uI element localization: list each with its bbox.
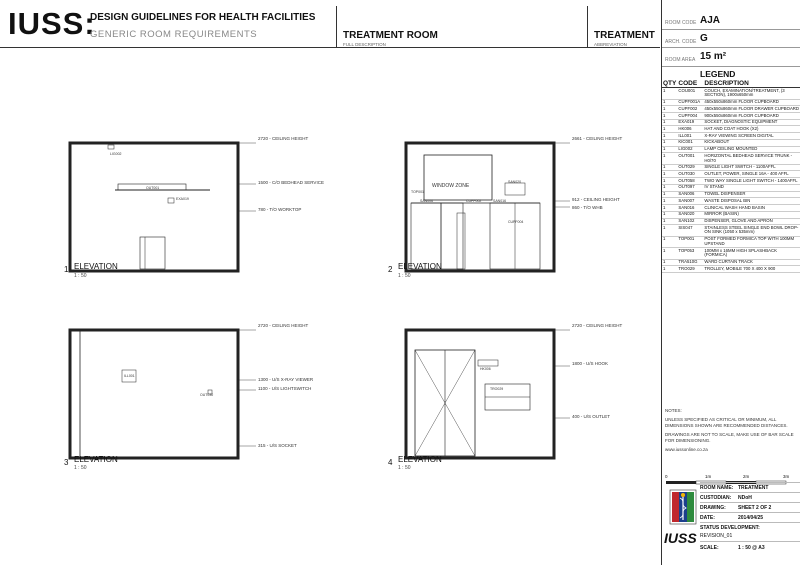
elevation-1-dim: 1500 - C/O BEDHEAD SERVICE bbox=[258, 180, 324, 185]
legend-description: MIRROR (BASIN) bbox=[703, 211, 800, 218]
titleblock-divider bbox=[700, 541, 800, 542]
elevation-3-label: ELEVATION bbox=[74, 455, 118, 464]
elevation-4-tag: HK006 bbox=[480, 367, 491, 371]
legend-qty: 1 bbox=[662, 164, 677, 171]
tb-date-label: DATE: bbox=[700, 515, 715, 521]
legend-description: SINGLE LIGHT SWITCH - 1100AFFL bbox=[703, 164, 800, 171]
arch-code-value: G bbox=[700, 33, 708, 44]
legend-row bbox=[662, 248, 800, 259]
legend-qty: 1 bbox=[662, 139, 677, 146]
tb-status-label: STATUS DEVELOPMENT: bbox=[700, 525, 760, 531]
elevation-1-drawing bbox=[70, 143, 256, 271]
legend-code: OUT029 bbox=[677, 164, 703, 171]
scale-label: 2m bbox=[743, 474, 750, 479]
elevation-3-dim: 1100 - U/S LIGHTSWITCH bbox=[258, 386, 312, 391]
legend-qty: 1 bbox=[662, 259, 677, 266]
document-subtitle: GENERIC ROOM REQUIREMENTS bbox=[90, 29, 258, 40]
website-link[interactable]: www.iussonline.co.za bbox=[665, 447, 708, 453]
legend-code: OUT030 bbox=[677, 171, 703, 178]
legend-qty: 1 bbox=[662, 191, 677, 198]
legend-row bbox=[662, 171, 800, 178]
legend-code: OUT001 bbox=[677, 153, 703, 164]
titleblock-divider bbox=[700, 482, 800, 483]
elevation-3-drawing bbox=[70, 330, 256, 458]
legend-code: TRA510G bbox=[677, 259, 703, 266]
panel-divider bbox=[662, 66, 800, 67]
legend-header-code: CODE bbox=[677, 80, 703, 88]
legend-row bbox=[662, 225, 800, 236]
elevation-4-tag: TRO029 bbox=[490, 387, 504, 391]
legend-code: SAN016 bbox=[677, 205, 703, 212]
elevation-2-dim: 860 - T/O WHB bbox=[572, 205, 603, 210]
tb-date: 2014/04/25 bbox=[738, 515, 764, 521]
room-abbreviation-caption: ABBREVIATION bbox=[594, 42, 627, 47]
legend-qty: 1 bbox=[662, 119, 677, 126]
legend-code: HK006 bbox=[677, 126, 703, 133]
legend-row bbox=[662, 88, 800, 99]
legend-description: HAT AND COAT HOOK (X2) bbox=[703, 126, 800, 133]
legend-code: KIC001 bbox=[677, 139, 703, 146]
legend-row bbox=[662, 164, 800, 171]
legend-row bbox=[662, 139, 800, 146]
legend-code: ILL001 bbox=[677, 133, 703, 140]
legend-qty: 1 bbox=[662, 198, 677, 205]
elevation-1-number: 1 bbox=[64, 265, 69, 274]
legend-qty: 1 bbox=[662, 106, 677, 113]
legend-description: TOWEL DISPENSER bbox=[703, 191, 800, 198]
legend-code: SAN007 bbox=[677, 198, 703, 205]
header-divider bbox=[587, 6, 588, 48]
tb-scale-label: SCALE: bbox=[700, 545, 719, 551]
legend-qty: 1 bbox=[662, 171, 677, 178]
legend-description: COUCH, EXAMINATION/TREATMENT, (3 SECTION), 1900x650mm bbox=[703, 88, 800, 99]
elevation-2-tag: TOP001 bbox=[411, 190, 424, 194]
legend-header-qty: QTY bbox=[663, 80, 677, 87]
legend-qty: 1 bbox=[662, 211, 677, 218]
elevation-2-dim: 2661 - CEILING HEIGHT bbox=[572, 136, 623, 141]
legend-description: 450x550x860mm FLOOR DRAWER CUPBOARD bbox=[704, 105, 800, 111]
tb-drawing: SHEET 2 OF 2 bbox=[738, 505, 772, 511]
scale-label: 3m bbox=[783, 474, 790, 479]
legend-code: TOP001 bbox=[677, 236, 703, 247]
elevation-2-scale: 1 : 50 bbox=[398, 273, 411, 279]
legend-qty: 1 bbox=[662, 184, 677, 191]
legend-qty: 1 bbox=[662, 218, 677, 225]
elevation-2-drawing bbox=[406, 143, 570, 271]
legend-qty: 1 bbox=[662, 113, 677, 120]
legend-row bbox=[662, 119, 800, 126]
tb-custodian: NDoH bbox=[738, 495, 752, 501]
elevation-4-label: ELEVATION bbox=[398, 455, 442, 464]
legend-qty: 1 bbox=[662, 88, 677, 99]
legend-description: POST FORMED FORMICA TOP WITH 100MM UPSTAND bbox=[703, 236, 800, 247]
elevation-1-tag: EXA019 bbox=[176, 197, 189, 201]
elevation-1-dim: 780 - T/O WORKTOP bbox=[258, 207, 302, 212]
legend-code: COU001 bbox=[677, 88, 703, 99]
elevation-3-scale: 1 : 50 bbox=[74, 465, 87, 471]
side-panel bbox=[661, 0, 800, 565]
elevation-3-tag: ILL001 bbox=[124, 374, 135, 378]
elevation-1-label: ELEVATION bbox=[74, 262, 118, 271]
legend-row bbox=[662, 126, 800, 133]
legend-row bbox=[662, 211, 800, 218]
legend-code: TOP053 bbox=[677, 248, 703, 259]
legend-table bbox=[662, 80, 800, 273]
legend-code: TRO029 bbox=[677, 266, 703, 273]
titleblock-divider bbox=[700, 492, 800, 493]
room-code-value: AJA bbox=[700, 15, 721, 26]
legend-description: TWO WAY SINGLE LIGHT SWITCH - 1400AFFL bbox=[703, 178, 800, 185]
room-area-label: ROOM AREA bbox=[665, 57, 696, 63]
legend-description: OUTLET, POWER, SINGLE 16A - 400 AFFL bbox=[703, 171, 800, 178]
tb-scale: 1 : 50 @ A3 bbox=[738, 545, 765, 551]
elevation-1-tag: LIG002 bbox=[110, 152, 122, 156]
legend-row bbox=[662, 266, 800, 273]
elevation-3-number: 3 bbox=[64, 458, 69, 467]
room-area-value: 15 m² bbox=[700, 51, 727, 62]
document-title: DESIGN GUIDELINES FOR HEALTH FACILITIES bbox=[90, 12, 316, 23]
titleblock-divider bbox=[700, 522, 800, 523]
tb-room-name-label: ROOM NAME: bbox=[700, 485, 734, 491]
legend-code: SAN102 bbox=[677, 218, 703, 225]
legend-row bbox=[662, 133, 800, 140]
legend-code: SIS047 bbox=[677, 225, 703, 236]
scale-bar bbox=[665, 474, 799, 480]
legend-code: SAN006 bbox=[677, 191, 703, 198]
titleblock-divider bbox=[700, 512, 800, 513]
elevation-2-tag: SAN020 bbox=[508, 180, 522, 184]
legend-row bbox=[662, 191, 800, 198]
elevation-4-dim: 1800 - U/S HOOK bbox=[572, 361, 609, 366]
elevation-4-drawing bbox=[406, 330, 570, 458]
legend-description: WARD CURTAIN TRACK bbox=[703, 259, 800, 266]
legend-code: LIG002 bbox=[677, 146, 703, 153]
tb-custodian-label: CUSTODIAN: bbox=[700, 495, 732, 501]
legend-title: LEGEND bbox=[700, 69, 736, 79]
legend-row bbox=[662, 106, 800, 113]
panel-divider bbox=[662, 47, 800, 48]
legend-qty: 1 bbox=[662, 266, 677, 273]
legend-code: EXA019 bbox=[677, 119, 703, 126]
legend-description: HORIZONTAL BEDHEAD SERVICE TRUNK - H0/70 bbox=[703, 153, 800, 164]
elevation-2-tag: SAN016 bbox=[493, 199, 507, 203]
legend-code: OUT058 bbox=[677, 178, 703, 185]
elevation-3-tag: OUT030 bbox=[200, 393, 214, 397]
legend-description: X-RAY VIEWING SCREEN DIGITAL bbox=[703, 133, 800, 140]
legend-qty: 1 bbox=[662, 178, 677, 185]
elevation-4-dim: 400 - U/S OUTLET bbox=[572, 414, 611, 419]
iuss-logo: IUSS: bbox=[8, 6, 96, 41]
legend-row bbox=[662, 146, 800, 153]
tb-room-name: TREATMENT bbox=[738, 485, 769, 491]
legend-row bbox=[662, 205, 800, 212]
legend-description: KICKABOUT bbox=[703, 139, 800, 146]
legend-description: STAINLESS STEEL SINGLE END BOWL DROP-ON SINK (1050 x 535mm) bbox=[703, 225, 800, 236]
room-abbreviation: TREATMENT bbox=[594, 30, 655, 41]
elevation-2-tag: CUPF004 bbox=[508, 220, 524, 224]
legend-row bbox=[662, 153, 800, 164]
elevation-1-dim: 2720 - CEILING HEIGHT bbox=[258, 136, 309, 141]
room-full-name-caption: FULL DESCRIPTION bbox=[343, 42, 386, 47]
elevation-2-tag: SAN006 bbox=[420, 199, 434, 203]
legend-description: 900x550x860mm FLOOR CUPBOARD bbox=[703, 113, 800, 120]
legend-code: SAN020 bbox=[677, 211, 703, 218]
legend-description: DISPENSER, GLOVE AND APRON bbox=[703, 218, 800, 225]
legend-description: SOCKET, DIAGNOSTIC EQUIPMENT bbox=[703, 119, 800, 126]
legend-row bbox=[662, 236, 800, 247]
legend-row bbox=[662, 184, 800, 191]
legend-qty: 1 bbox=[662, 99, 677, 106]
scale-label: 0 bbox=[665, 474, 668, 479]
legend-description: CLINICAL WASH HAND BASIN bbox=[703, 205, 800, 212]
legend-description: TROLLEY, MOBILE 700 X 400 X 900 bbox=[703, 266, 800, 273]
elevation-3-dim: 1300 - U/S X-RAY VIEWER bbox=[258, 377, 314, 382]
legend-header-description: DESCRIPTION bbox=[703, 80, 800, 88]
legend-row bbox=[662, 218, 800, 225]
legend-qty: 1 bbox=[662, 146, 677, 153]
iuss-footer-logo: IUSS bbox=[664, 530, 697, 546]
legend-qty: 1 bbox=[662, 126, 677, 133]
legend-row bbox=[662, 99, 800, 106]
elevation-4-number: 4 bbox=[388, 458, 393, 467]
notes-heading: NOTES: bbox=[665, 408, 682, 413]
tb-drawing-label: DRAWING: bbox=[700, 505, 726, 511]
elevation-2-dim: 912 - CEILING HEIGHT bbox=[572, 197, 620, 202]
panel-divider bbox=[662, 29, 800, 30]
header-divider bbox=[336, 6, 337, 48]
elevation-1-scale: 1 : 50 bbox=[74, 273, 87, 279]
elevation-2-tag: CUPF002 bbox=[466, 199, 482, 203]
legend-qty: 1 bbox=[662, 153, 677, 164]
window-zone-label: WINDOW ZONE bbox=[432, 183, 470, 189]
legend-code: CUPF001A bbox=[677, 99, 703, 106]
legend-qty: 1 bbox=[662, 133, 677, 140]
legend-qty: 1 bbox=[662, 225, 677, 236]
scale-label: 1m bbox=[705, 474, 712, 479]
elevation-4-dim: 2720 - CEILING HEIGHT bbox=[572, 323, 623, 328]
legend-row bbox=[662, 178, 800, 185]
note-line: UNLESS SPECIFIED AS CRITICAL OR MINIMUM, ALL DIMENSIONS SHOWN ARE RECOMMENDED DISTANCES. bbox=[665, 417, 788, 429]
coat-of-arms-icon bbox=[668, 488, 698, 528]
legend-description: LAMP CEILING MOUNTED bbox=[703, 146, 800, 153]
room-full-name: TREATMENT ROOM bbox=[343, 30, 438, 41]
elevation-4-scale: 1 : 50 bbox=[398, 465, 411, 471]
legend-code: OUT097 bbox=[677, 184, 703, 191]
legend-description: IV STAND bbox=[703, 184, 800, 191]
legend-qty: 1 bbox=[662, 248, 677, 259]
legend-qty: 1 bbox=[662, 236, 677, 247]
legend-code: CUPF004 bbox=[677, 113, 703, 120]
sheet-header bbox=[0, 0, 660, 48]
elevation-3-dim: 2720 - CEILING HEIGHT bbox=[258, 323, 309, 328]
tb-status: REVISION_01 bbox=[700, 533, 733, 539]
elevation-1-tag: OUT001 bbox=[146, 186, 160, 190]
elevation-2-label: ELEVATION bbox=[398, 262, 442, 271]
legend-description: 450x550x860mm FLOOR CUPBOARD bbox=[703, 99, 800, 106]
legend-description: WASTE DISPOSAL BIN bbox=[703, 198, 800, 205]
room-code-label: ROOM CODE bbox=[665, 20, 697, 26]
elevation-2-number: 2 bbox=[388, 265, 393, 274]
legend-code: CUPF002 bbox=[677, 106, 703, 113]
elevation-3-dim: 315 - U/S SOCKET bbox=[258, 443, 297, 448]
titleblock-divider bbox=[700, 502, 800, 503]
legend-row bbox=[662, 113, 800, 120]
legend-description: 100MM x 16MM HIGH SPLASHBACK (FORMICA) bbox=[703, 248, 800, 259]
legend-row bbox=[662, 259, 800, 266]
note-line: DRAWINGS ARE NOT TO SCALE, MAKE USE OF BAR SCALE FOR DIMENSIONING. bbox=[665, 432, 794, 444]
notes-block bbox=[665, 408, 799, 456]
legend-qty: 1 bbox=[662, 205, 677, 212]
arch-code-label: ARCH. CODE bbox=[665, 39, 697, 45]
legend-row bbox=[662, 198, 800, 205]
